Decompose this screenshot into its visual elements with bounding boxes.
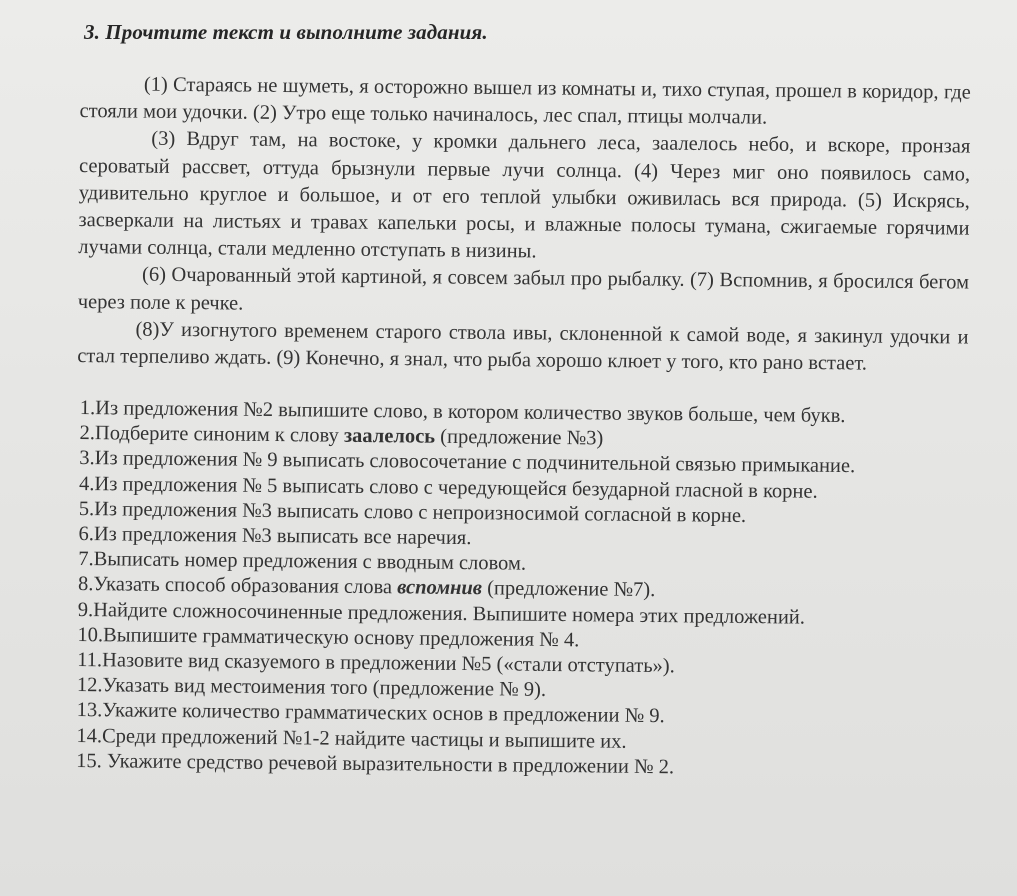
passage-paragraph: (8)У изогнутого временем старого ствола ивы, склоненной к самой воде, я закинул удочки и стал терпеливо ждать. (9) Конечно, я знал, что рыба хорошо клюет у того, кто рано встает. xyxy=(77,318,969,375)
highlighted-word: заалелось xyxy=(343,425,436,449)
task-title: 3. Прочтите текст и выполните задания. xyxy=(84,20,488,44)
passage-paragraph: (1) Стараясь не шуметь, я осторожно вышел из комнаты и, тихо ступая, прошел в коридор, где стояли мои удочки. (2) Утро еще только начиналось, лес спал, птицы молчали. xyxy=(79,73,971,129)
passage-paragraph: (3) Вдруг там, на востоке, у кромки дальнего леса, заалелось небо, и вскоре, пронзая сероватый рассвет, оттуда брызнули первые лучи солнца. (4) Через миг оно появилось само, удивительно круглое и большое, и от его теплой улыбки оживилась вся природа. (5) Искрясь, засверкали на листьях и травах капельки росы, и влажные полосы тумана, сжигаемые горячими лучами солнца, стали медленно отступать в низины. xyxy=(78,128,971,263)
question-text: 10.Выпишите грамматическую основу предложения № 4. xyxy=(77,624,580,652)
question-text: 12.Указать вид местоимения того (предложение № 9). xyxy=(76,674,547,702)
question-text: 11.Назовите вид сказуемого в предложении №5 («стали отступать»). xyxy=(77,649,675,678)
question-text: 4.Из предложения № 5 выписать слово с чередующейся безударной гласной в корне. xyxy=(78,472,818,503)
question-text: 15. Укажите средство речевой выразительности в предложении № 2. xyxy=(76,750,675,779)
question-text: 5.Из предложения №3 выписать слово с непроизносимой согласной в корне. xyxy=(78,498,747,528)
passage-paragraph: (6) Очарованный этой картиной, я совсем забыл про рыбалку. (7) Вспомнив, я бросился бегом через поле к речке. xyxy=(77,264,970,315)
question-text: 9.Найдите сложносочиненные предложения. Выпишите номера этих предложений. xyxy=(77,598,806,629)
question-text: 6.Из предложения №3 выписать все наречия. xyxy=(78,523,472,550)
question-text: 14.Среди предложений №1-2 найдите частицы и выпишите их. xyxy=(76,724,627,753)
question-text: 13.Укажите количество грамматических основ в предложении № 9. xyxy=(76,699,665,728)
highlighted-word: вспомнив xyxy=(397,576,483,600)
question-text: 1.Из предложения №2 выпишите слово, в котором количество звуков больше, чем букв. xyxy=(79,397,846,428)
question-text: (предложение №3) xyxy=(434,426,604,450)
question-list xyxy=(76,396,971,783)
question-text: 8.Указать способ образования слова xyxy=(77,573,398,599)
question-text: 3.Из предложения № 9 выписать словосочетание с подчинительной связью примыкание. xyxy=(79,447,856,478)
question-text: 2.Подберите синоним к слову xyxy=(79,422,344,448)
question-text: (предложение №7). xyxy=(481,577,656,602)
reading-passage xyxy=(77,71,971,379)
question-text: 7.Выписать номер предложения с вводным словом. xyxy=(78,548,527,576)
